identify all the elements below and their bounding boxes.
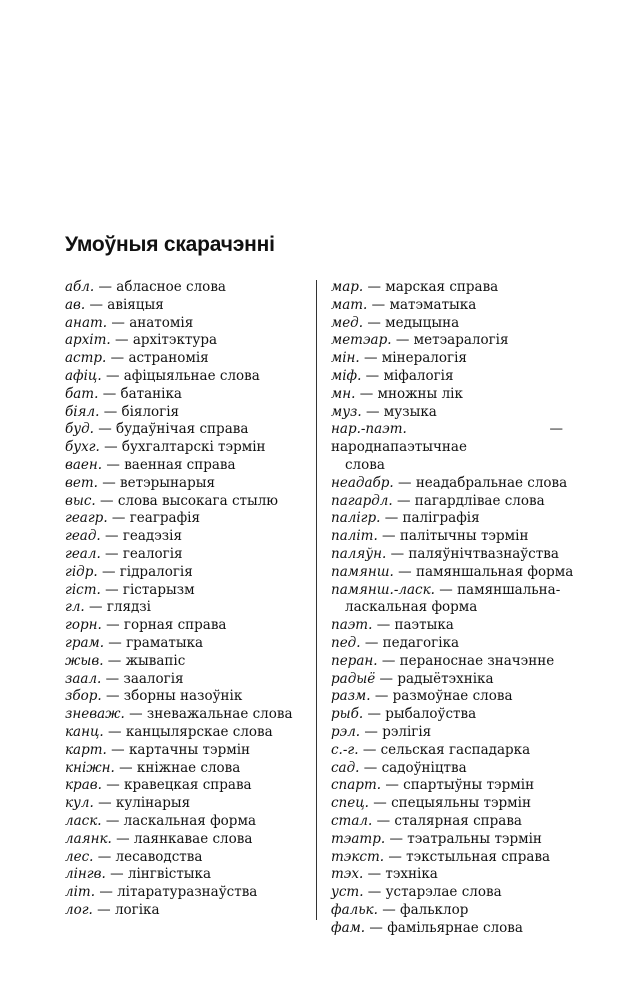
abbreviation-entry xyxy=(65,688,305,706)
abbreviation-meaning: фамільярнае слова xyxy=(387,919,523,936)
em-dash: — xyxy=(382,901,396,918)
abbreviation-entry xyxy=(331,510,563,528)
abbreviation-entry xyxy=(331,332,563,350)
abbreviation-term: сад. xyxy=(331,759,360,776)
abbreviation-meaning: марская справа xyxy=(385,279,499,295)
em-dash: — xyxy=(115,332,129,349)
abbreviation-entry xyxy=(65,279,305,297)
em-dash: — xyxy=(376,617,391,634)
abbreviation-meaning: метэаралогія xyxy=(413,332,509,349)
abbreviation-term: с.-г. xyxy=(331,741,359,758)
abbreviation-term: абл. xyxy=(65,279,95,295)
abbreviation-entry xyxy=(65,742,305,760)
em-dash: — xyxy=(364,634,379,651)
abbreviation-meaning: сталярная справа xyxy=(394,812,522,829)
em-dash: — xyxy=(371,296,386,313)
em-dash: — xyxy=(100,492,114,509)
abbreviation-entry xyxy=(331,386,563,404)
abbreviation-meaning: абласное слова xyxy=(116,279,226,295)
abbreviation-entry xyxy=(65,546,305,564)
abbreviation-entry xyxy=(65,849,305,867)
abbreviation-entry xyxy=(65,831,305,849)
abbreviation-meaning: гістарызм xyxy=(122,581,195,598)
abbreviation-term: муз. xyxy=(331,403,362,420)
em-dash: — xyxy=(89,599,103,616)
abbreviation-term: збор. xyxy=(65,688,102,705)
em-dash: — xyxy=(549,421,563,438)
abbreviation-meaning: міфалогія xyxy=(383,367,454,384)
em-dash: — xyxy=(105,812,120,829)
abbreviation-meaning: народнапаэтычнае xyxy=(331,439,467,456)
abbreviation-term: архіт. xyxy=(65,332,111,349)
abbreviation-term: уст. xyxy=(331,884,364,901)
abbreviation-meaning: фальклор xyxy=(400,901,469,918)
em-dash: — xyxy=(363,759,378,776)
abbreviation-entry xyxy=(65,582,305,600)
abbreviation-entry xyxy=(331,404,563,422)
abbreviation-meaning: тэкстыльная справа xyxy=(406,848,551,865)
abbreviation-entry xyxy=(65,902,305,920)
abbreviation-term: стал. xyxy=(331,812,373,829)
abbreviation-meaning: сельская гаспадарка xyxy=(380,741,531,758)
em-dash: — xyxy=(98,279,112,295)
abbreviation-entry xyxy=(65,493,305,511)
abbreviation-entry xyxy=(331,315,563,333)
abbreviation-term: геагр. xyxy=(65,510,108,527)
abbreviation-entry xyxy=(331,866,563,884)
abbreviation-entry xyxy=(331,617,563,635)
abbreviation-meaning: геадэзія xyxy=(122,528,182,545)
abbreviation-entry xyxy=(65,599,305,617)
em-dash: — xyxy=(105,528,119,545)
em-dash: — xyxy=(395,332,410,349)
abbreviation-term: астр. xyxy=(65,350,107,367)
abbreviations-right-column xyxy=(331,279,574,937)
abbreviation-entry xyxy=(331,474,568,493)
abbreviation-term: вет. xyxy=(65,474,98,491)
abbreviation-term: метэар. xyxy=(331,332,392,349)
em-dash: — xyxy=(106,617,120,634)
abbreviation-entry xyxy=(65,777,305,795)
abbreviation-entry xyxy=(65,475,305,493)
abbreviation-term: радыё xyxy=(331,670,376,687)
em-dash: — xyxy=(107,652,122,669)
abbreviation-entry xyxy=(331,724,563,742)
abbreviation-entry xyxy=(65,617,305,635)
abbreviation-term: неадабр. xyxy=(331,474,394,491)
abbreviation-meaning: ваенная справа xyxy=(124,456,236,473)
abbreviation-term: ласк. xyxy=(65,812,102,829)
abbreviation-term: фам. xyxy=(331,919,366,936)
abbreviation-entry xyxy=(331,902,563,920)
em-dash: — xyxy=(376,812,391,829)
abbreviation-term: анат. xyxy=(65,314,108,331)
em-dash: — xyxy=(129,706,143,723)
abbreviation-meaning: спартыўны тэрмін xyxy=(403,777,535,794)
em-dash: — xyxy=(367,314,381,331)
abbreviation-meaning: спецыяльны тэрмін xyxy=(391,795,531,812)
abbreviation-meaning: матэматыка xyxy=(389,296,477,313)
abbreviation-term: памянш. xyxy=(331,563,394,580)
em-dash: — xyxy=(373,795,387,812)
abbreviation-term: тэатр. xyxy=(331,830,386,847)
abbreviation-entry xyxy=(331,671,563,689)
abbreviation-meaning: музыка xyxy=(383,403,437,420)
abbreviation-term: ав. xyxy=(65,296,86,313)
abbreviation-entry xyxy=(331,635,563,653)
em-dash: — xyxy=(367,866,382,883)
abbreviation-term: геад. xyxy=(65,528,101,545)
em-dash: — xyxy=(97,848,112,865)
abbreviation-meaning: ветэрынарыя xyxy=(120,474,216,491)
abbreviation-meaning: авіяцыя xyxy=(107,296,164,313)
abbreviation-term: геал. xyxy=(65,545,101,562)
abbreviation-term: тэх. xyxy=(331,866,364,883)
abbreviation-term: бат. xyxy=(65,385,99,402)
abbreviation-term: палігр. xyxy=(331,510,381,527)
abbreviation-meaning: астраномія xyxy=(128,350,209,367)
column-divider xyxy=(316,280,317,920)
abbreviation-entry xyxy=(331,582,563,618)
em-dash: — xyxy=(101,563,116,580)
abbreviation-meaning: радыётэхніка xyxy=(397,670,494,687)
abbreviation-term: мін. xyxy=(331,350,360,367)
em-dash: — xyxy=(105,581,119,598)
em-dash: — xyxy=(102,385,117,402)
abbreviation-entry xyxy=(331,777,563,795)
abbreviation-meaning: кулінарыя xyxy=(115,795,191,812)
abbreviation-entry xyxy=(331,688,563,706)
abbreviation-entry xyxy=(65,421,305,439)
abbreviation-term: міф. xyxy=(331,367,362,384)
abbreviation-term: перан. xyxy=(331,652,378,669)
abbreviation-meaning: рэлігія xyxy=(382,723,432,740)
em-dash: — xyxy=(362,741,377,758)
abbreviation-meaning: ласкальная форма xyxy=(123,812,256,829)
abbreviation-term: грам. xyxy=(65,634,104,651)
abbreviation-term: нар.-паэт. xyxy=(331,421,407,438)
em-dash: — xyxy=(111,741,125,758)
abbreviation-entry xyxy=(65,350,305,368)
abbreviation-entry xyxy=(331,653,563,671)
abbreviation-entry xyxy=(65,528,305,546)
abbreviation-meaning: лесаводства xyxy=(115,848,203,865)
em-dash: — xyxy=(111,510,126,527)
em-dash: — xyxy=(106,456,120,473)
em-dash: — xyxy=(365,403,380,420)
abbreviation-term: буд. xyxy=(65,421,94,438)
abbreviation-term: ваен. xyxy=(65,456,103,473)
abbreviation-entry xyxy=(65,315,305,333)
abbreviation-term: пагардл. xyxy=(331,492,393,509)
abbreviation-meaning: паэтыка xyxy=(394,617,454,634)
em-dash: — xyxy=(89,296,103,313)
abbreviation-term: лаянк. xyxy=(65,830,112,847)
abbreviation-entry xyxy=(331,849,563,867)
abbreviation-term: памянш.-ласк. xyxy=(331,581,435,598)
page-title: Умоўныя скарачэнні xyxy=(65,233,275,256)
abbreviation-meaning: палітычны тэрмін xyxy=(399,528,529,545)
abbreviation-meaning: неадабральнае слова xyxy=(415,474,568,491)
abbreviation-meaning: медыцына xyxy=(385,314,460,331)
abbreviation-term: бухг. xyxy=(65,439,100,456)
abbreviation-entry xyxy=(65,439,305,457)
abbreviation-term: тэкст. xyxy=(331,848,385,865)
abbreviation-entry xyxy=(65,386,305,404)
abbreviation-term: мед. xyxy=(331,314,364,331)
abbreviation-meaning: пагардлівае слова xyxy=(414,492,545,509)
em-dash: — xyxy=(110,866,124,883)
abbreviation-entry xyxy=(331,297,563,315)
abbreviation-entry xyxy=(331,493,563,511)
abbreviation-term: афіц. xyxy=(65,367,102,384)
abbreviation-entry xyxy=(331,563,574,582)
abbreviation-meaning: архітэктура xyxy=(132,332,218,349)
abbreviation-term: лінгв. xyxy=(65,866,106,883)
abbreviation-meaning: множны лік xyxy=(377,385,463,402)
em-dash: — xyxy=(105,367,120,384)
em-dash: — xyxy=(374,688,389,705)
em-dash: — xyxy=(110,350,125,367)
abbreviation-meaning: зневажальнае слова xyxy=(146,706,293,723)
abbreviation-meaning: садоўніцтва xyxy=(381,759,467,776)
abbreviation-entry xyxy=(331,368,563,386)
abbreviation-entry xyxy=(65,332,305,350)
abbreviation-entry xyxy=(331,546,563,564)
abbreviation-term: пед. xyxy=(331,634,361,651)
abbreviation-entry xyxy=(331,884,563,902)
em-dash: — xyxy=(111,314,125,331)
abbreviation-meaning: паляўнічтвазнаўства xyxy=(408,545,559,562)
em-dash: — xyxy=(384,510,399,527)
abbreviation-entry xyxy=(65,671,305,689)
em-dash: — xyxy=(106,777,120,794)
abbreviation-term: гідр. xyxy=(65,563,98,580)
abbreviation-term: рыб. xyxy=(331,706,364,723)
em-dash: — xyxy=(367,884,382,901)
abbreviation-meaning: канцылярскае слова xyxy=(125,723,273,740)
abbreviation-entry xyxy=(331,279,563,297)
abbreviations-left-column xyxy=(65,279,305,920)
abbreviation-entry xyxy=(331,528,563,546)
abbreviation-term: жыв. xyxy=(65,652,104,669)
abbreviation-meaning: мінералогія xyxy=(381,350,467,367)
abbreviation-entry xyxy=(65,564,305,582)
abbreviation-term: выс. xyxy=(65,492,96,509)
abbreviation-entry xyxy=(65,795,305,813)
abbreviation-entry xyxy=(65,457,305,475)
em-dash: — xyxy=(104,439,118,456)
abbreviation-entry xyxy=(65,404,305,422)
em-dash: — xyxy=(364,723,378,740)
abbreviation-entry xyxy=(65,368,305,386)
abbreviation-meaning: заалогія xyxy=(123,670,184,687)
em-dash: — xyxy=(98,795,112,812)
abbreviation-meaning: пераноснае значэнне xyxy=(399,652,555,669)
em-dash: — xyxy=(105,545,119,562)
abbreviation-meaning: гідралогія xyxy=(119,563,193,580)
em-dash: — xyxy=(379,670,394,687)
abbreviation-meaning: зборны назоўнік xyxy=(123,688,243,705)
em-dash: — xyxy=(119,759,133,776)
em-dash: — xyxy=(398,474,412,491)
em-dash: — xyxy=(367,279,381,295)
abbreviation-term: рэл. xyxy=(331,723,361,740)
em-dash: — xyxy=(102,474,116,491)
abbreviation-entry xyxy=(331,813,563,831)
abbreviation-meaning: памяншальна- xyxy=(457,581,561,598)
abbreviation-meaning: памяншальная форма xyxy=(415,563,574,580)
abbreviation-term: зневаж. xyxy=(65,706,125,723)
em-dash: — xyxy=(367,706,381,723)
abbreviation-meaning: літаратуразнаўства xyxy=(117,884,258,901)
em-dash: — xyxy=(108,723,122,740)
abbreviation-entry xyxy=(65,635,305,653)
abbreviation-term: паляўн. xyxy=(331,545,387,562)
abbreviation-entry xyxy=(65,760,305,778)
abbreviation-entry xyxy=(331,350,563,368)
abbreviation-term: фальк. xyxy=(331,901,378,918)
em-dash: — xyxy=(381,652,396,669)
abbreviation-entry xyxy=(65,297,305,315)
abbreviation-meaning-continuation: ласкальная форма xyxy=(345,599,478,616)
abbreviation-term: крав. xyxy=(65,777,102,794)
em-dash: — xyxy=(116,830,130,847)
em-dash: — xyxy=(385,777,399,794)
abbreviation-meaning: размоўнае слова xyxy=(392,688,513,705)
abbreviation-term: лес. xyxy=(65,848,94,865)
em-dash: — xyxy=(382,528,396,545)
abbreviation-entry xyxy=(65,813,305,831)
abbreviation-entry xyxy=(331,795,563,813)
em-dash: — xyxy=(103,403,118,420)
abbreviation-term: спарт. xyxy=(331,777,382,794)
abbreviation-entry xyxy=(331,831,563,849)
abbreviation-meaning: анатомія xyxy=(129,314,194,331)
abbreviation-entry xyxy=(65,653,305,671)
abbreviation-meaning: геалогія xyxy=(122,545,183,562)
abbreviation-entry xyxy=(331,421,563,474)
abbreviation-meaning: будаўнічая справа xyxy=(116,421,249,438)
em-dash: — xyxy=(105,670,120,687)
em-dash: — xyxy=(389,830,403,847)
abbreviation-meaning: бухгалтарскі тэрмін xyxy=(121,439,266,456)
em-dash: — xyxy=(105,688,120,705)
abbreviation-term: мн. xyxy=(331,385,356,402)
abbreviation-term: кніжн. xyxy=(65,759,115,776)
abbreviation-term: заал. xyxy=(65,670,102,687)
abbreviation-meaning: тэхніка xyxy=(385,866,438,883)
abbreviation-meaning: біялогія xyxy=(121,403,180,420)
abbreviation-entry xyxy=(331,760,563,778)
abbreviation-term: разм. xyxy=(331,688,371,705)
abbreviation-meaning: глядзі xyxy=(106,599,151,616)
abbreviation-meaning: батаніка xyxy=(120,385,182,402)
abbreviation-term: кул. xyxy=(65,795,94,812)
abbreviation-term: спец. xyxy=(331,795,369,812)
abbreviation-entry xyxy=(65,724,305,742)
em-dash: — xyxy=(99,884,113,901)
abbreviation-meaning: тэатральны тэрмін xyxy=(407,830,542,847)
em-dash: — xyxy=(98,421,112,438)
abbreviation-meaning: лінгвістыка xyxy=(127,866,212,883)
abbreviation-term: літ. xyxy=(65,884,96,901)
em-dash: — xyxy=(97,901,111,918)
abbreviation-meaning-continuation: слова xyxy=(345,456,385,473)
em-dash: — xyxy=(369,919,383,936)
abbreviation-term: лог. xyxy=(65,901,93,918)
abbreviation-term: гіст. xyxy=(65,581,101,598)
abbreviation-term: горн. xyxy=(65,617,102,634)
abbreviation-term: паэт. xyxy=(331,617,373,634)
abbreviation-meaning: педагогіка xyxy=(382,634,460,651)
abbreviation-term: біял. xyxy=(65,403,100,420)
abbreviation-entry xyxy=(331,742,563,760)
abbreviation-meaning: слова высокага стылю xyxy=(117,492,279,509)
em-dash: — xyxy=(390,545,405,562)
em-dash: — xyxy=(364,350,378,367)
abbreviation-term: гл. xyxy=(65,599,85,616)
abbreviation-meaning: афіцыяльнае слова xyxy=(123,367,260,384)
abbreviation-term: паліт. xyxy=(331,528,378,545)
abbreviation-entry xyxy=(65,510,305,528)
abbreviation-entry xyxy=(65,866,305,884)
abbreviation-entry xyxy=(65,884,305,902)
abbreviation-meaning: устарэлае слова xyxy=(385,884,502,901)
abbreviation-meaning: кніжнае слова xyxy=(136,759,241,776)
abbreviation-entry xyxy=(331,920,563,938)
em-dash: — xyxy=(365,367,380,384)
abbreviation-term: мар. xyxy=(331,279,364,295)
em-dash: — xyxy=(388,848,402,865)
abbreviation-meaning: геаграфія xyxy=(129,510,200,527)
abbreviation-meaning: картачны тэрмін xyxy=(128,741,251,758)
abbreviation-meaning: лаянкавае слова xyxy=(133,830,253,847)
em-dash: — xyxy=(398,563,412,580)
abbreviation-term: карт. xyxy=(65,741,107,758)
abbreviation-meaning: жывапіс xyxy=(125,652,186,669)
abbreviation-entry xyxy=(65,706,305,724)
abbreviation-meaning: граматыка xyxy=(126,634,204,651)
abbreviation-entry xyxy=(331,706,563,724)
abbreviation-meaning: кравецкая справа xyxy=(124,777,252,794)
abbreviation-term: мат. xyxy=(331,296,368,313)
em-dash: — xyxy=(359,385,374,402)
em-dash: — xyxy=(108,634,122,651)
abbreviation-meaning: паліграфія xyxy=(402,510,480,527)
abbreviation-term: канц. xyxy=(65,723,104,740)
em-dash: — xyxy=(439,581,453,598)
abbreviation-meaning: логіка xyxy=(114,901,160,918)
abbreviation-meaning: горная справа xyxy=(123,617,227,634)
em-dash: — xyxy=(397,492,411,509)
abbreviation-meaning: рыбалоўства xyxy=(385,706,477,723)
